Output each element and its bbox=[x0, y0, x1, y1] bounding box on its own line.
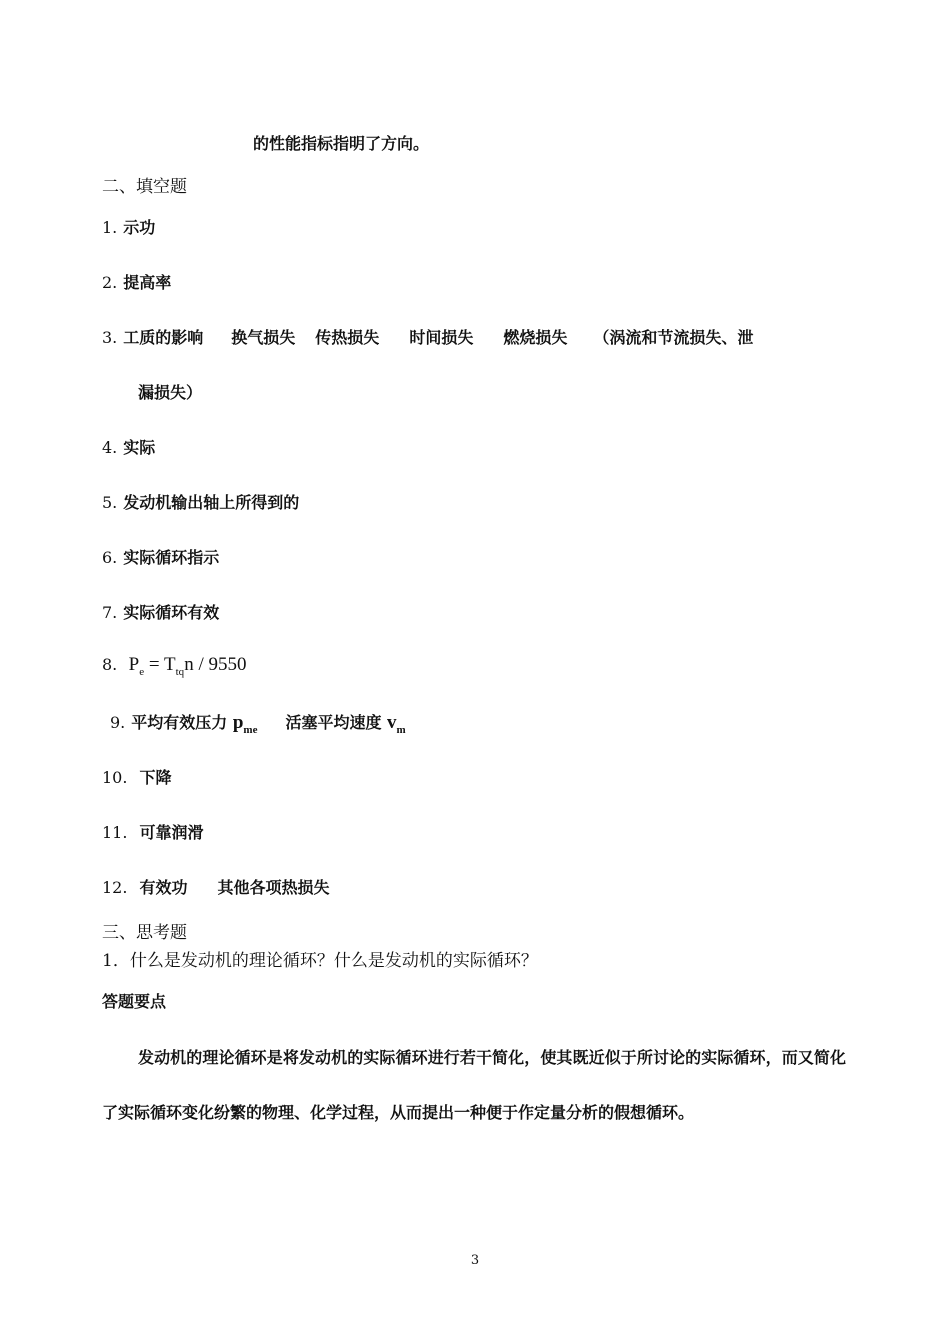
fill-item-6 bbox=[102, 547, 219, 569]
item-number: 5. bbox=[102, 493, 118, 512]
answer-text: 换气损失 bbox=[231, 328, 296, 347]
fill-item-9 bbox=[110, 712, 406, 741]
fill-item-3-continuation: 漏损失） bbox=[138, 383, 203, 402]
fill-item-2 bbox=[102, 272, 171, 294]
answer-text: 示功 bbox=[123, 218, 156, 237]
answer-text: 实际 bbox=[123, 438, 156, 457]
fill-item-10 bbox=[102, 767, 171, 789]
answer-text: 实际循环有效 bbox=[123, 603, 220, 622]
answer-text: 可靠润滑 bbox=[139, 823, 204, 842]
answer-text: 有效功 bbox=[139, 878, 188, 897]
fill-item-8 bbox=[102, 654, 246, 683]
item-number: 8. bbox=[102, 655, 118, 674]
fill-item-3 bbox=[102, 327, 753, 349]
item-number: 4. bbox=[102, 438, 118, 457]
answer-paragraph: 发动机的理论循环是将发动机的实际循环进行若干简化，使其既近似于所讨论的实际循环，而又简化了实际循环变化纷繁的物理、化学过程，从而提出一种便于作定量分析的假想循环。 bbox=[102, 1048, 846, 1122]
fill-item-7 bbox=[102, 602, 219, 624]
fill-item-1 bbox=[102, 217, 155, 239]
symbol-vm: $v_m$ bbox=[387, 712, 406, 736]
answer-text: 提高率 bbox=[123, 273, 172, 292]
page-number: 3 bbox=[470, 1253, 480, 1268]
fill-item-11 bbox=[102, 822, 203, 844]
answer-text: 传热损失 bbox=[315, 328, 380, 347]
item-number: 3. bbox=[102, 328, 118, 347]
item-number: 12. bbox=[102, 878, 128, 897]
answer-text: 燃烧损失 bbox=[503, 328, 568, 347]
item-number: 10. bbox=[102, 768, 128, 787]
answer-label: 答题要点 bbox=[102, 992, 167, 1011]
section-3-heading: 三、思考题 bbox=[102, 923, 187, 943]
answer-text: 工质的影响 bbox=[123, 328, 204, 347]
answer-text: 实际循环指示 bbox=[123, 548, 220, 567]
item-number: 1. bbox=[102, 218, 118, 237]
item-number: 6. bbox=[102, 548, 118, 567]
section-2-heading: 二、填空题 bbox=[102, 177, 187, 197]
item-number: 2. bbox=[102, 273, 118, 292]
answer-text: （涡流和节流损失、泄 bbox=[593, 328, 754, 347]
answer-text: 平均有效压力 bbox=[131, 713, 233, 732]
item-number: 7. bbox=[102, 603, 118, 622]
top-line: 的性能指标指明了方向。 bbox=[253, 134, 430, 153]
answer-text: 时间损失 bbox=[409, 328, 474, 347]
power-formula: $P_e = T_{tq}n / 9550$ bbox=[128, 654, 247, 678]
item-number: 9. bbox=[110, 713, 126, 732]
fill-item-12 bbox=[102, 877, 329, 899]
answer-text: 其他各项热损失 bbox=[217, 878, 330, 897]
fill-item-4 bbox=[102, 437, 155, 459]
answer-text: 发动机输出轴上所得到的 bbox=[123, 493, 300, 512]
symbol-pme: $p_{me}$ bbox=[232, 712, 258, 736]
fill-item-5 bbox=[102, 492, 299, 514]
answer-text: 活塞平均速度 bbox=[285, 713, 388, 732]
item-number: 11. bbox=[102, 823, 128, 842]
answer-text: 下降 bbox=[139, 768, 172, 787]
question-1: 1．什么是发动机的理论循环？什么是发动机的实际循环？ bbox=[102, 951, 538, 971]
